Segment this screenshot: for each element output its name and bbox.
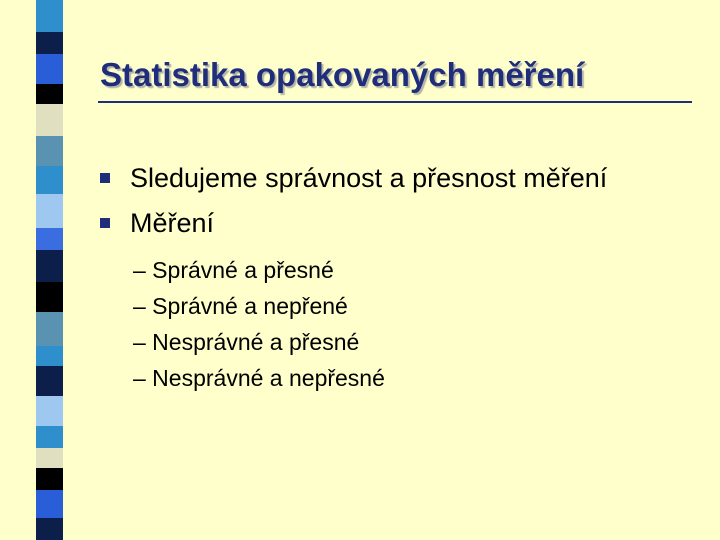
stripe-block: [36, 490, 63, 518]
stripe-block: [36, 518, 63, 540]
stripe-block: [36, 468, 63, 490]
stripe-block: [36, 396, 63, 426]
stripe-block: [36, 84, 63, 104]
stripe-block: [36, 32, 63, 54]
sub-bullet-item: – Nesprávné a nepřesné: [133, 365, 385, 391]
stripe-block: [36, 312, 63, 346]
stripe-block: [36, 166, 63, 194]
stripe-block: [36, 426, 63, 448]
stripe-block: [36, 282, 63, 312]
slide-title: Statistika opakovaných měření: [100, 56, 585, 93]
stripe-block: [36, 54, 63, 84]
sub-bullet-item: – Správné a přesné: [133, 257, 334, 283]
stripe-block: [36, 346, 63, 366]
square-bullet-icon: [100, 218, 110, 228]
square-bullet-icon: [100, 173, 110, 183]
stripe-block: [36, 136, 63, 166]
stripe-block: [36, 228, 63, 250]
stripe-block: [36, 194, 63, 228]
stripe-block: [36, 448, 63, 468]
bullet-text: Sledujeme správnost a přesnost měření: [130, 163, 608, 193]
decorative-stripe: [0, 0, 70, 540]
stripe-block: [36, 366, 63, 396]
stripe-block: [36, 104, 63, 136]
title-underline: [98, 101, 692, 103]
sub-bullet-list: [133, 255, 385, 399]
bullet-text: Měření: [130, 208, 215, 238]
sub-bullet-item: – Nesprávné a přesné: [133, 329, 360, 355]
stripe-block: [36, 250, 63, 282]
stripe-block: [36, 0, 63, 32]
sub-bullet-item: – Správné a nepřené: [133, 293, 348, 319]
